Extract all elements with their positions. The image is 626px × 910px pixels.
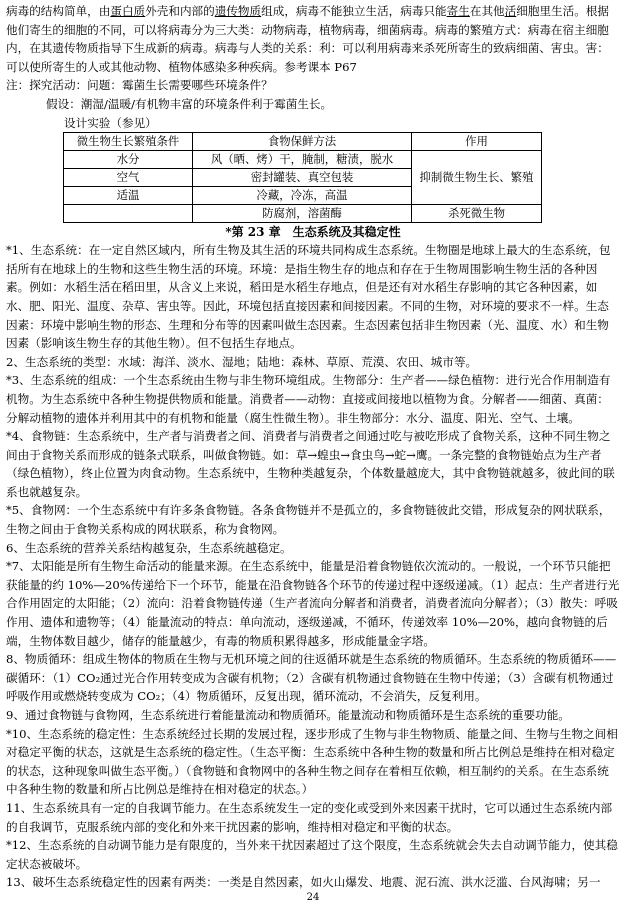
table-cell-merged: 抑制微生物生长、繁殖	[412, 151, 542, 205]
paragraph-12: *12、生态系统的自动调节能力是有限度的，当外来干扰因素超过了这个限度，生态系统就会失去自动调节能力，使其稳定状态被破坏。	[6, 838, 618, 871]
table-header: 食物保鲜方法	[193, 133, 412, 151]
table-cell: 冷藏，冷冻，高温	[193, 187, 412, 205]
paragraph-13: 13、破坏生态系统稳定性的因素有两类：一类是自然因素，如火山爆发、地震、泥石流、洪水泛滥、台风海啸；另一	[6, 875, 601, 890]
explore-design: 设计实验（参见）	[64, 115, 157, 130]
paragraph-7: *7、太阳能是所有生物生命活动的能量来源。在生态系统中，能量是沿着食物链依次流动的。一般说，一个环节只能把获能量的约 10%—20%传递给下一个环节，能量在沿食物链各个环节的传递过程中逐级递减。（1）起点：生产者进行光合作用固定的太阳能；（2）流向：沿着食物链传递（生产者流向分解者和消费者，消费者流向分解者）；（3）散失：呼吸作用、遗体和遗物等；（4）能量流动的特点：单向流动，逐级递减，不循环，传递效率 10%—20%，越向食物链的后端，生物体数目越少，储存的能量越少，有毒的物质积累得越多，形成能量金字塔。	[6, 559, 620, 648]
document-page	[6, 2, 620, 892]
paragraph-4: *4、食物链：生态系统中，生产者与消费者之间、消费者与消费者之间通过吃与被吃形成了食物关系，这种不同生物之间由于食物关系而形成的链条式联系，叫做食物链。如：草→蝗虫→食虫鸟→蛇→鹰。一条完整的食物链始点为生产者（绿色植物），终止位置为肉食动物。生态系统中，生物种类越复杂，个体数量越庞大，其中食物链就越多，彼此间的联系也就越复杂。	[6, 429, 615, 499]
table-cell: 防腐剂，溶菌酶	[193, 205, 412, 223]
chapter-title: *第 23 章 生态系统及其稳定性	[225, 225, 401, 240]
page-number: 24	[306, 892, 320, 903]
paragraph-1: *1、生态系统：在一定自然区域内，所有生物及其生活的环境共同构成生态系统。生物圈是地球上最大的生态系统，包括所有在地球上的生物和这些生物生活的环境。环境：是指生物生存的地点和存在于生物周围影响生物生活的各种因素。例如：水稻生活在稻田里，从含义上来说，稻田是水稻生存地点，但是还有对水稻生存影响的其它各种因素，如水、肥、阳光、温度、杂草、害虫等。因此，环境包括直接因素和间接因素。不同的生物，对环境的要求不一样。生态因素：环境中影响生物的形态、生理和分布等的因素叫做生态因素。生态因素包括非生物因素（光、温度、水）和生物因素（影响该生物生存的其他生物）。但不包括生存地点。	[6, 243, 611, 351]
table-cell: 风（晒、烤）干，腌制，糖渍，脱水	[193, 151, 412, 169]
paragraph-8: 8、物质循环：组成生物体的物质在生物与无机环境之间的往返循环就是生态系统的物质循环。生态系统的物质循环——碳循环：（1）CO₂通过光合作用转变成为含碳有机物；（2）含碳有机物通过食物链在生物中传递；（3）含碳有机物通过呼吸作用或燃烧转变成为 CO₂；（4）物质循环，反复出现，循环流动，不会消失，反复利用。	[6, 652, 617, 704]
paragraph-11: 11、生态系统具有一定的自我调节能力。在生态系统发生一定的变化或受到外来因素干扰时，它可以通过生态系统内部的自我调节，克服系统内部的变化和外来干扰因素的影响，维持相对稳定和平衡的状态。	[6, 800, 613, 834]
paragraph-6: 6、生态系统的营养关系结构越复杂，生态系统越稳定。	[6, 540, 292, 555]
paragraph-5: *5、食物网：一个生态系统中有许多条食物链。各条食物链并不是孤立的，多食物链彼此交错，形成复杂的网状联系，生物之间由于食物关系构成的网状联系，称为食物网。	[6, 503, 611, 537]
paragraph-3: *3、生态系统的组成：一个生态系统由生物与非生物环境组成。生物部分：生产者——绿色植物：进行光合作用制造有机物。为生态系统中各种生物提供物质和能量。消费者——动物：直接或间接地以植物为食。分解者——细菌、真菌：分解动植物的遗体并利用其中的有机物和能量（腐生性微生物）。非生物部分：水分、温度、阳光、空气、土壤。	[6, 373, 611, 425]
table-cell: 空气	[64, 169, 193, 187]
table-cell	[64, 205, 193, 223]
table-cell: 密封罐装、真空包装	[193, 169, 412, 187]
table-header: 微生物生长繁殖条件	[64, 133, 193, 151]
table-cell: 适温	[64, 187, 193, 205]
paragraph-9: 9、通过食物链与食物网，生态系统进行着能量流动和物质循环。能量流动和物质循环是生态系统的重要功能。	[6, 708, 570, 722]
preservation-table	[63, 132, 542, 223]
virus-paragraph: 病毒的结构简单，由蛋白质外壳和内部的遗传物质组成，病毒不能独立生活，病毒只能寄生在其他活细胞里生活。根据他们寄生的细胞的不同，可以将病毒分为三大类：动物病毒，植物病毒，细菌病毒。病毒的繁殖方式：病毒在宿主细胞内，在其遗传物质指导下生成新的病毒。病毒与人类的关系：利：可以利用病毒来杀死所寄生的致病细菌、害虫。害：可以使所寄生的人或其他动物、植物体感染多种疾病。参考课本 P67	[6, 4, 610, 74]
table-cell: 杀死微生物	[412, 205, 542, 223]
explore-hypothesis: 假设：潮湿/温暖/有机物丰富的环境条件利于霉菌生长。	[46, 96, 333, 111]
paragraph-10: *10、生态系统的稳定性：生态系统经过长期的发展过程，逐步形成了生物与非生物物质、能量之间、生物与生物之间相对稳定平衡的状态，这就是生态系统的稳定性。（生态平衡：生态系统中各种生物的数量和所占比例总是维持在相对稳定的状态，这种现象叫做生态平衡。）（食物链和食物网中的各种生物之间存在着相互依赖，相互制约的关系。在生态系统中各种生物的数量和所占比例总是维持在相对稳定的状态。）	[6, 726, 618, 797]
explore-question: 注：探究活动：问题：霉菌生长需要哪些环境条件？	[6, 78, 273, 93]
table-cell: 水分	[64, 151, 193, 169]
table-header: 作用	[412, 133, 542, 151]
paragraph-2: 2、生态系统的类型：水域：海洋、淡水、湿地；陆地：森林、草原、荒漠、农田、城市等。	[6, 354, 478, 369]
